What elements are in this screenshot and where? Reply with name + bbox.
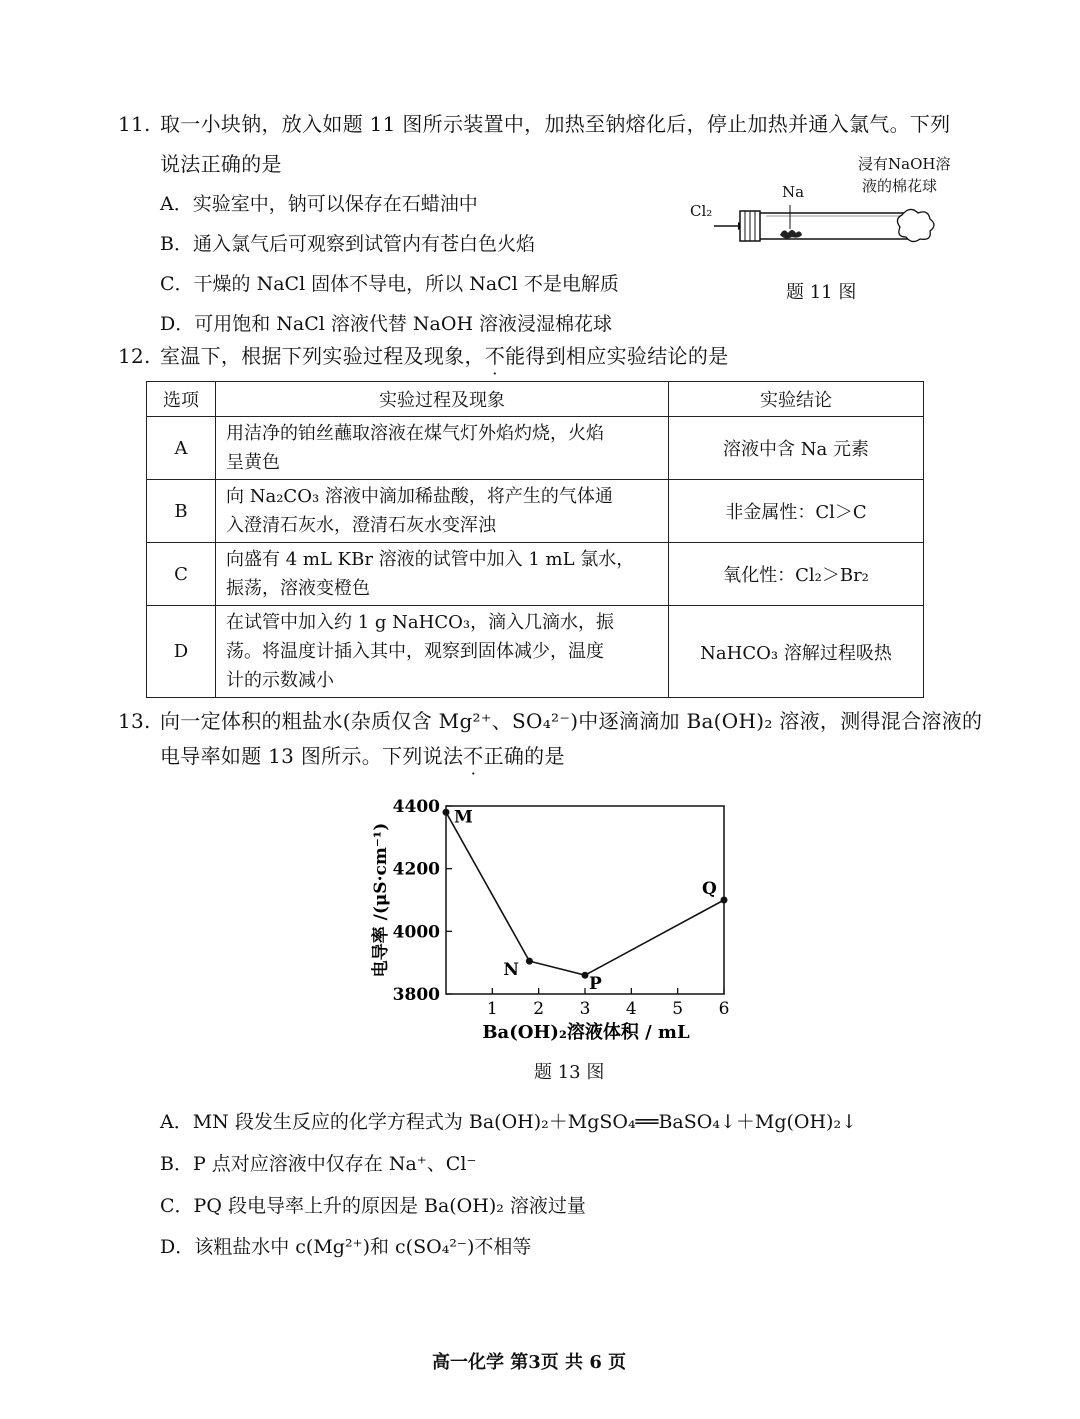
q12-stem-before: 室温下，根据下列实验过程及现象， xyxy=(160,344,485,368)
row-process xyxy=(216,543,669,606)
row-option: C xyxy=(147,543,216,606)
q11-fig-cl2-label: Cl₂ xyxy=(690,202,713,220)
row-conclusion: 非金属性：Cl＞C xyxy=(669,480,924,543)
q13-stem-text: 向一定体积的粗盐水(杂质仅含 Mg²⁺、SO₄²⁻)中逐滴滴加 Ba(OH)₂ 溶液，测得混合溶液的 xyxy=(160,709,983,733)
row-process xyxy=(216,480,669,543)
q13-option-d: D．该粗盐水中 c(Mg²⁺)和 c(SO₄²⁻)不相等 xyxy=(160,1236,532,1258)
data-point-N xyxy=(526,958,533,965)
process-line: 荡。将温度计插入其中，观察到固体减少，温度 xyxy=(226,641,604,662)
y-tick-label: 4200 xyxy=(392,859,440,880)
data-point-label: P xyxy=(589,974,602,995)
header-option: 选项 xyxy=(147,382,216,417)
q12-number: 12. xyxy=(118,344,151,368)
q12-stem xyxy=(118,342,728,370)
row-conclusion: NaHCO₃ 溶解过程吸热 xyxy=(669,606,924,698)
q13-stem-emphasis: 不 xyxy=(463,744,484,768)
row-option: B xyxy=(147,480,216,543)
q11-stem-text: 取一小块钠，放入如题 11 图所示装置中，加热至钠熔化后，停止加热并通入氯气。下列 xyxy=(160,112,951,136)
q11-number: 11. xyxy=(118,112,151,136)
row-option: D xyxy=(147,606,216,698)
q11-fig-na-label: Na xyxy=(782,183,805,201)
q13-option-c: C．PQ 段电导率上升的原因是 Ba(OH)₂ 溶液过量 xyxy=(160,1195,586,1217)
q11-stem-line1 xyxy=(118,110,950,138)
y-axis-label: 电导率 /(μS·cm⁻¹) xyxy=(371,822,391,978)
series-line xyxy=(446,812,724,975)
data-point-label: M xyxy=(454,807,473,828)
q13-option-b: B．P 点对应溶液中仅存在 Na⁺、Cl⁻ xyxy=(160,1153,477,1175)
row-process xyxy=(216,417,669,480)
y-tick-label: 3800 xyxy=(392,985,440,1005)
q11-option-c: C．干燥的 NaCl 固体不导电，所以 NaCl 不是电解质 xyxy=(160,273,619,295)
process-line: 在试管中加入约 1 g NaHCO₃，滴入几滴水，振 xyxy=(226,612,615,633)
table-row xyxy=(147,417,924,480)
table-row xyxy=(147,480,924,543)
q11-apparatus-diagram xyxy=(680,195,950,255)
table-row xyxy=(147,606,924,698)
cotton-ball xyxy=(897,209,934,241)
process-line: 振荡，溶液变橙色 xyxy=(226,578,370,599)
process-line: 向 Na₂CO₃ 溶液中滴加稀盐酸，将产生的气体通 xyxy=(226,486,613,507)
q13-stem-line2 xyxy=(160,742,565,770)
data-point-label: N xyxy=(503,960,519,981)
conductivity-chart xyxy=(360,790,740,1050)
data-point-M xyxy=(443,809,450,816)
q13-stem-after: 正确的是 xyxy=(483,744,565,768)
table-row xyxy=(147,543,924,606)
y-tick-label: 4000 xyxy=(392,922,440,943)
row-process xyxy=(216,606,669,698)
x-tick-label: 3 xyxy=(579,999,591,1019)
q11-option-b: B．通入氯气后可观察到试管内有苍白色火焰 xyxy=(160,233,535,255)
table-header-row xyxy=(147,382,924,417)
x-tick-label: 2 xyxy=(533,999,545,1019)
q11-stem-line2: 说法正确的是 xyxy=(160,152,282,176)
q11-fig-cotton-label-2: 液的棉花球 xyxy=(862,177,938,195)
process-line: 用洁净的铂丝蘸取溶液在煤气灯外焰灼烧，火焰 xyxy=(226,423,604,444)
q11-option-a: A．实验室中，钠可以保存在石蜡油中 xyxy=(160,193,478,215)
header-conclusion: 实验结论 xyxy=(669,382,924,417)
row-option: A xyxy=(147,417,216,480)
q11-figure-caption: 题 11 图 xyxy=(786,282,857,303)
q13-stem-line1 xyxy=(118,707,982,735)
row-conclusion: 氧化性：Cl₂＞Br₂ xyxy=(669,543,924,606)
process-line: 呈黄色 xyxy=(226,452,280,473)
plot-frame xyxy=(446,806,724,994)
q13-option-a: A．MN 段发生反应的化学方程式为 Ba(OH)₂＋MgSO₄══BaSO₄↓＋Mg(OH)₂↓ xyxy=(160,1111,858,1133)
page-footer: 高一化学 第3页 共 6 页 xyxy=(432,1352,627,1373)
q13-stem-before: 电导率如题 13 图所示。下列说法 xyxy=(160,744,464,768)
x-axis-label: Ba(OH)₂溶液体积 / mL xyxy=(482,1022,690,1043)
q12-stem-emphasis: 不 xyxy=(484,344,506,368)
x-tick-label: 4 xyxy=(625,999,637,1019)
q12-experiment-table xyxy=(146,381,924,698)
data-point-P xyxy=(582,972,589,979)
q12-stem-after: 能得到相应实验结论的是 xyxy=(505,344,729,368)
sodium-piece xyxy=(780,230,802,239)
process-line: 入澄清石灰水，澄清石灰水变浑浊 xyxy=(226,515,496,536)
process-line: 计的示数减小 xyxy=(226,670,334,691)
header-process: 实验过程及现象 xyxy=(216,382,669,417)
row-conclusion: 溶液中含 Na 元素 xyxy=(669,417,924,480)
q13-figure-caption: 题 13 图 xyxy=(534,1062,605,1083)
data-point-Q xyxy=(721,897,728,904)
data-point-label: Q xyxy=(702,879,717,899)
y-tick-label: 4400 xyxy=(392,797,440,817)
q11-option-d: D．可用饱和 NaCl 溶液代替 NaOH 溶液浸湿棉花球 xyxy=(160,313,613,335)
x-tick-label: 5 xyxy=(672,999,684,1019)
q11-fig-cotton-label-1: 浸有NaOH溶 xyxy=(858,155,951,173)
x-tick-label: 1 xyxy=(486,999,498,1019)
process-line: 向盛有 4 mL KBr 溶液的试管中加入 1 mL 氯水， xyxy=(226,549,635,570)
x-tick-label: 6 xyxy=(718,999,730,1019)
q13-number: 13. xyxy=(118,709,151,733)
